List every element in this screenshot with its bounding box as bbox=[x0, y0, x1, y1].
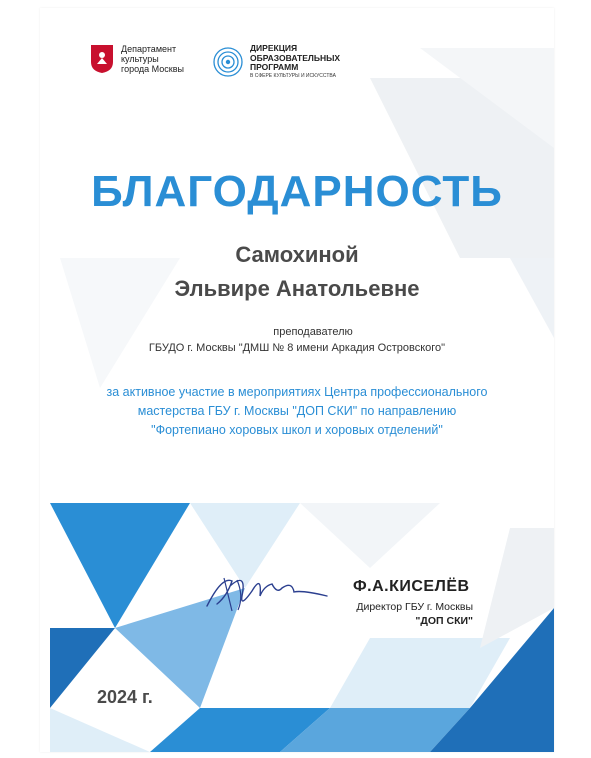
moscow-crest-icon bbox=[90, 44, 114, 74]
dir-line-3: ПРОГРАММ bbox=[250, 62, 299, 72]
signer-role-line-1: Директор ГБУ г. Москвы bbox=[356, 601, 473, 613]
dir-line-2: ОБРАЗОВАТЕЛЬНЫХ bbox=[250, 52, 341, 63]
reason-line-3: "Фортепиано хоровых школ и хоровых отделений" bbox=[151, 423, 443, 437]
recipient-school: ГБУДО г. Москвы "ДМШ № 8 имени Аркадия Островского" bbox=[148, 342, 446, 354]
directorate-logo bbox=[212, 44, 340, 80]
recipient-surname: Самохиной bbox=[235, 242, 359, 267]
signer-role bbox=[343, 600, 473, 628]
dept-line-1: Департамент bbox=[121, 44, 177, 54]
certificate-page bbox=[40, 8, 554, 752]
reason-line-1: за активное участие в мероприятиях Центра профессионального bbox=[106, 385, 488, 399]
decorative-background-shapes bbox=[40, 8, 554, 752]
certificate-title: БЛАГОДАРНОСТЬ bbox=[91, 167, 503, 216]
concentric-rings-icon bbox=[212, 46, 244, 78]
reason-line-2: мастерства ГБУ г. Москвы "ДОП СКИ" по направлению bbox=[137, 404, 457, 418]
dept-line-2: культуры bbox=[121, 54, 159, 64]
moscow-culture-dept-logo bbox=[90, 44, 184, 74]
certificate-year: 2024 г. bbox=[97, 687, 153, 707]
dir-line-4: В СФЕРЕ КУЛЬТУРЫ И ИСКУССТВА bbox=[250, 72, 336, 79]
signer-name: Ф.А.КИСЕЛЁВ bbox=[353, 578, 470, 595]
recipient-position: преподавателю bbox=[273, 326, 353, 338]
dept-line-3: города Москвы bbox=[121, 64, 184, 74]
handwritten-signature bbox=[202, 566, 332, 616]
recipient-given-name: Эльвире Анатольевне bbox=[174, 276, 420, 301]
signer-organization: "ДОП СКИ" bbox=[415, 615, 473, 627]
dir-line-1: ДИРЕКЦИЯ bbox=[250, 43, 298, 53]
